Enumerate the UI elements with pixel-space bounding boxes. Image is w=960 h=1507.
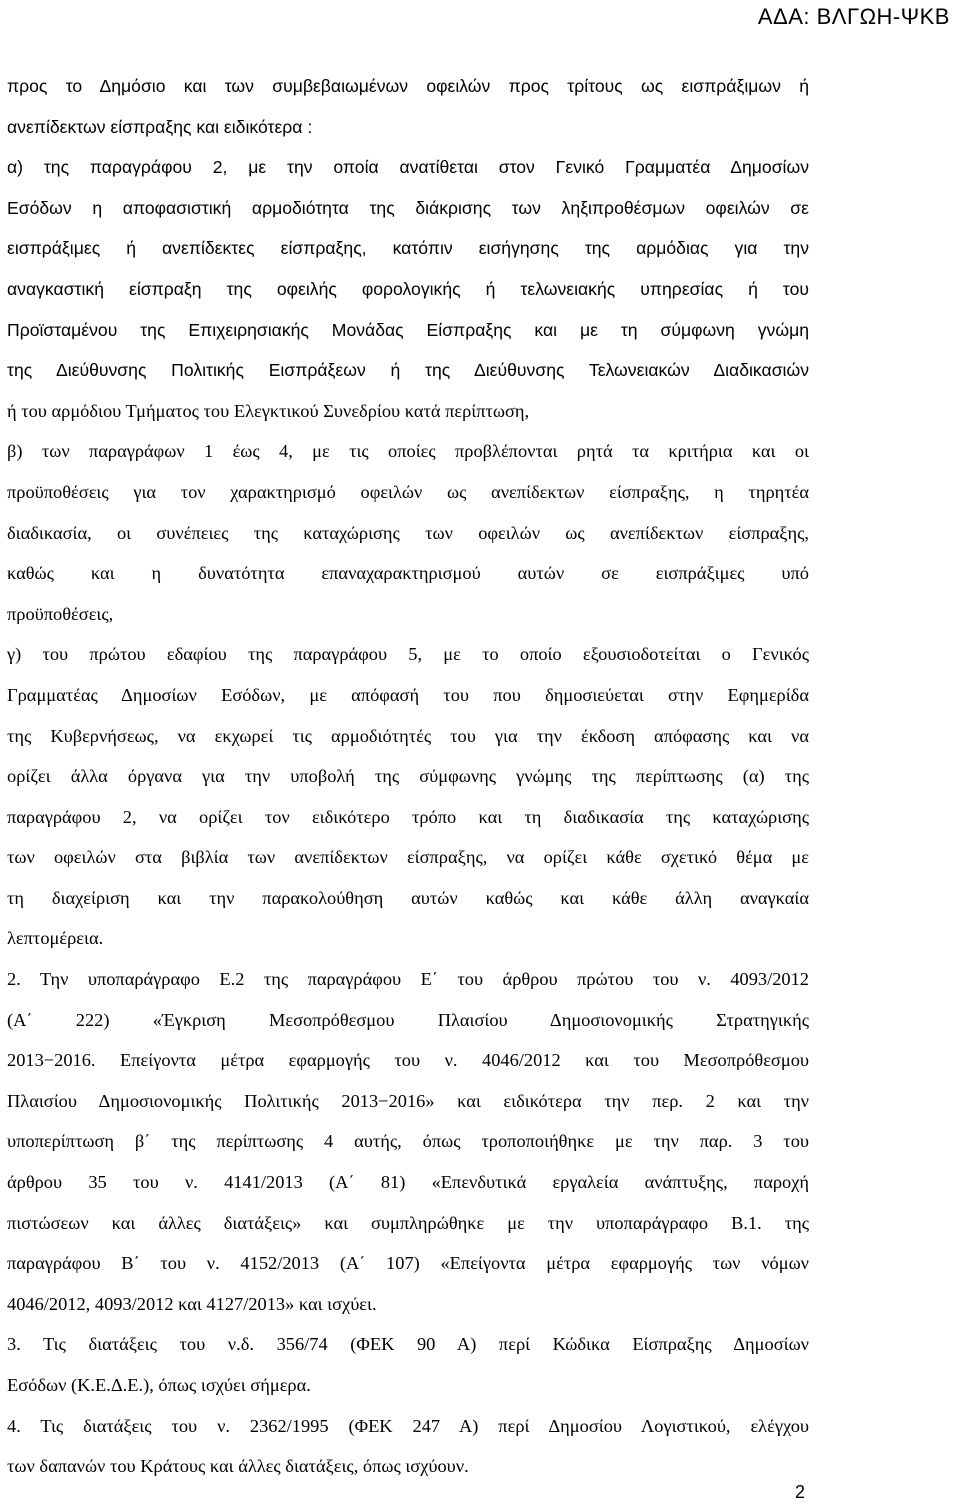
text-line: τη διαχείριση και την παρακολούθηση αυτών καθώς και κάθε άλλη αναγκαία [7,887,809,908]
text-line: 2. Την υποπαράγραφο Ε.2 της παραγράφου Ε΄ του άρθρου πρώτου του ν. 4093/2012 [7,969,809,990]
text-line: Γραμματέας Δημοσίων Εσόδων, με απόφασή του που δημοσιεύεται στην Εφημερίδα [7,684,809,705]
ada-identifier: ΑΔΑ: ΒΛΓΩΗ-ΨΚΒ [757,4,950,29]
text-line: προς το Δημόσιο και των συμβεβαιωμένων οφειλών προς τρίτους ως εισπράξιμων ή [7,76,809,96]
text-line: ορίζει άλλα όργανα για την υποβολή της σύμφωνης γνώμης της περίπτωσης (α) της [7,766,809,787]
text-line: γ) του πρώτου εδαφίου της παραγράφου 5, με το οποίο εξουσιοδοτείται ο Γενικός [7,644,809,665]
text-line: υποπερίπτωση β΄ της περίπτωσης 4 αυτής, όπως τροποποιήθηκε με την παρ. 3 του [7,1131,809,1152]
text-line: 2013−2016. Επείγοντα μέτρα εφαρμογής του ν. 4046/2012 και του Μεσοπρόθεσμου [7,1050,809,1071]
text-line: των οφειλών στα βιβλία των ανεπίδεκτων είσπραξης, να ορίζει κάθε σχετικό θέμα με [7,847,809,868]
text-line: διαδικασία, οι συνέπειες της καταχώρισης των οφειλών ως ανεπίδεκτων είσπραξης, [7,522,809,543]
text-line: πιστώσεων και άλλες διατάξεις» και συμπληρώθηκε με την υποπαράγραφο Β.1. της [7,1212,809,1233]
text-line: 3. Τις διατάξεις του ν.δ. 356/74 (ΦΕΚ 90 Α) περί Κώδικα Είσπραξης Δημοσίων [7,1334,809,1355]
text-line: αναγκαστική είσπραξη της οφειλής φορολογικής ή τελωνειακής υπηρεσίας ή του [7,278,809,299]
text-line: 4. Τις διατάξεις του ν. 2362/1995 (ΦΕΚ 247 Α) περί Δημοσίου Λογιστικού, ελέγχου [7,1415,809,1436]
text-line: προϋποθέσεις για τον χαρακτηρισμό οφειλών ως ανεπίδεκτων είσπραξης, η τηρητέα [7,481,809,502]
text-line: β) των παραγράφων 1 έως 4, με τις οποίες προβλέπονται ρητά τα κριτήρια και οι [7,441,809,462]
text-line: καθώς και η δυνατότητα επαναχαρακτηρισμού αυτών σε εισπράξιμες υπό [7,563,809,584]
text-line: α) της παραγράφου 2, με την οποία ανατίθεται στον Γενικό Γραμματέα Δημοσίων [7,157,809,178]
text-line: της Διεύθυνσης Πολιτικής Εισπράξεων ή της Διεύθυνσης Τελωνειακών Διαδικασιών [7,360,809,381]
text-line: της Κυβερνήσεως, να εκχωρεί τις αρμοδιότητές του για την έκδοση απόφασης και να [7,725,809,746]
text-line: παραγράφου 2, να ορίζει τον ειδικότερο τρόπο και τη διαδικασία της καταχώρισης [7,806,809,827]
text-line: λεπτομέρεια. [7,928,104,949]
page-number: 2 [795,1482,806,1502]
text-line: ή του αρμόδιου Τμήματος του Ελεγκτικού Συνεδρίου κατά περίπτωση, [7,400,530,421]
text-line: 4046/2012, 4093/2012 και 4127/2013» και ισχύει. [7,1293,377,1314]
text-line: παραγράφου Β΄ του ν. 4152/2013 (Α΄ 107) «Επείγοντα μέτρα εφαρμογής των νόμων [7,1253,809,1274]
text-line: εισπράξιμες ή ανεπίδεκτες είσπραξης, κατόπιν εισήγησης της αρμόδιας για την [7,238,809,259]
text-line: προϋποθέσεις, [7,603,114,624]
text-line: Προϊσταμένου της Επιχειρησιακής Μονάδας Είσπραξης και με τη σύμφωνη γνώμη [7,319,809,340]
text-line: (Α΄ 222) «Έγκριση Μεσοπρόθεσμου Πλαισίου Δημοσιονομικής Στρατηγικής [7,1009,809,1030]
document-body [7,66,809,1487]
text-line: Εσόδων η αποφασιστική αρμοδιότητα της διάκρισης των ληξιπροθέσμων οφειλών σε [7,197,809,218]
text-line: άρθρου 35 του ν. 4141/2013 (Α΄ 81) «Επενδυτικά εργαλεία ανάπτυξης, παροχή [7,1172,809,1193]
text-line: των δαπανών του Κράτους και άλλες διατάξεις, όπως ισχύουν. [7,1456,469,1477]
text-line: Εσόδων (Κ.Ε.Δ.Ε.), όπως ισχύει σήμερα. [7,1375,311,1395]
text-line: Πλαισίου Δημοσιονομικής Πολιτικής 2013−2016» και ειδικότερα την περ. 2 και την [7,1090,809,1111]
text-line: ανεπίδεκτων είσπραξης και ειδικότερα : [7,116,313,137]
